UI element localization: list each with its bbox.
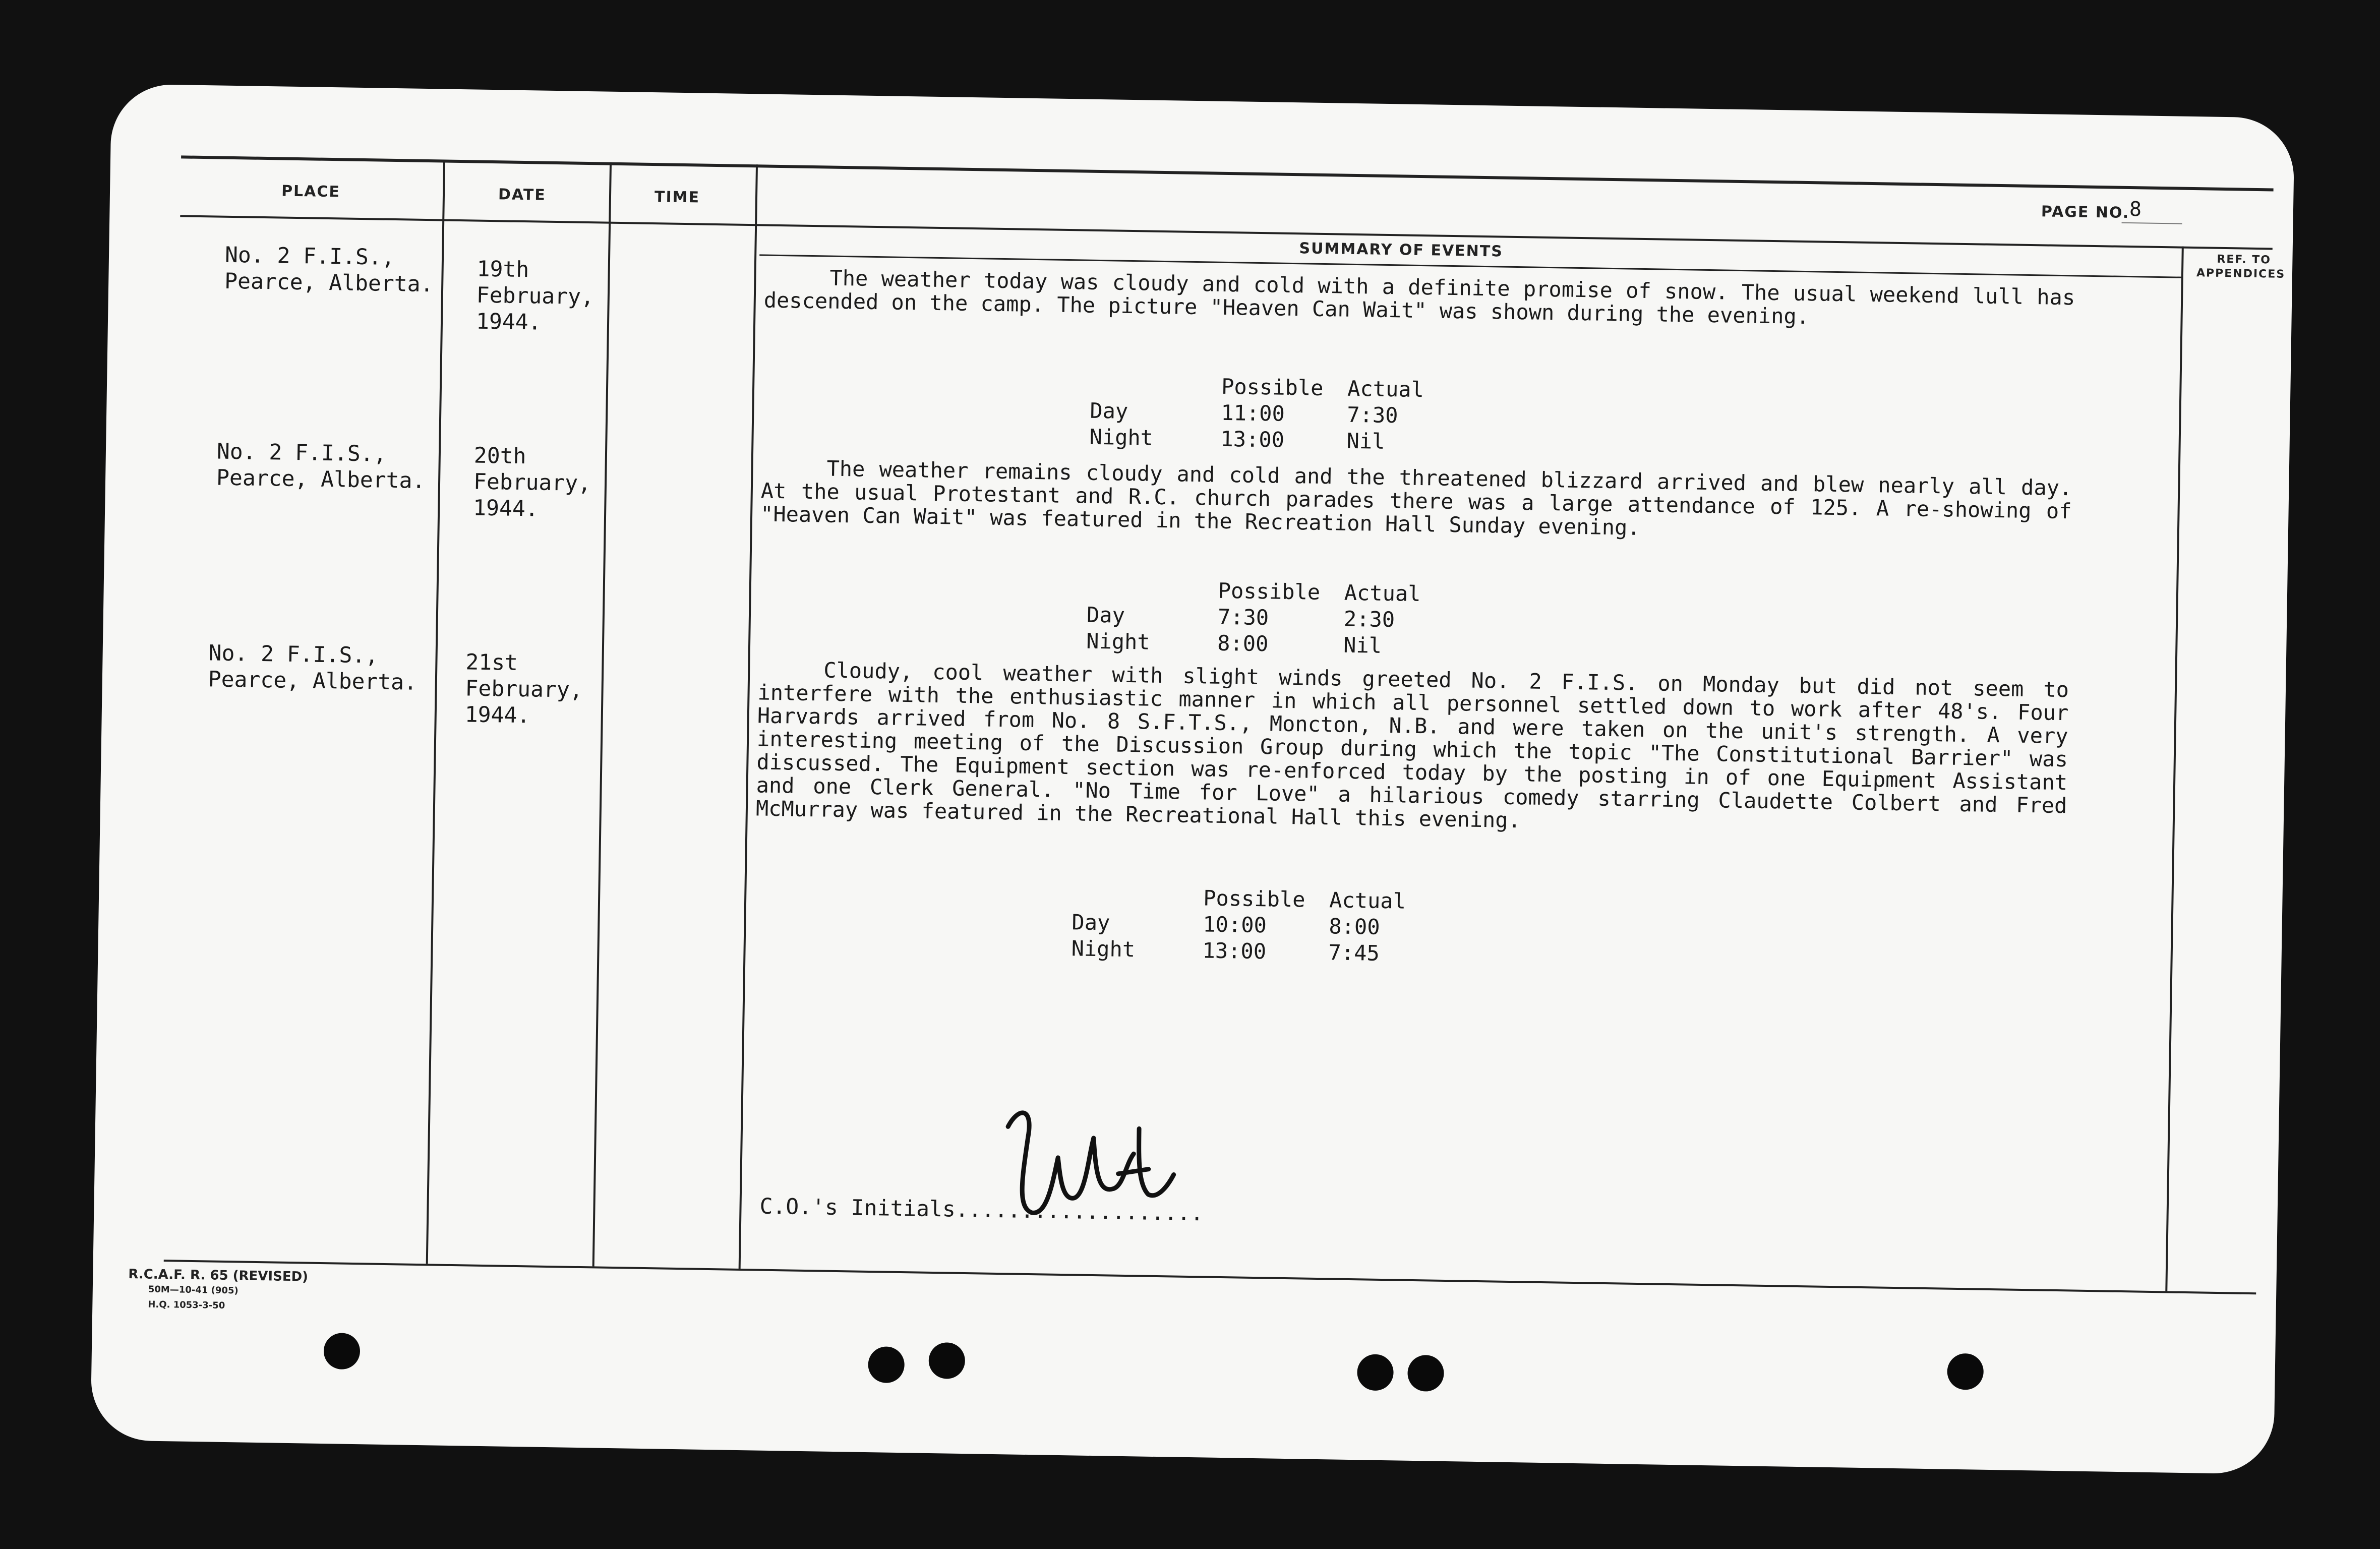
punch-hole-1 [323, 1333, 360, 1369]
entry-2-date-line2: February, [473, 469, 591, 497]
entry-3-row1-possible: 10:00 [1203, 912, 1267, 938]
entry-3-hours-table [1071, 883, 1475, 970]
time-header: TIME [654, 188, 700, 207]
entry-2-row2-possible: 8:00 [1217, 630, 1269, 657]
entry-3-summary: Cloudy, cool weather with slight winds greeted No. 2 F.I.S. on Monday but did not seem to interfere with the enthusiastic manner in which all personnel settled down to work after 48's. Four Harvards arrived from No. 8 S.F.T.S., Moncton, N.B. and were taken on the unit's strength. A very interesting meeting of the Discussion Group during which the topic "The Constitutional Barrier" was discussed. The Equipment section was re-enforced today by the posting in of one Equipment Assistant and one Clerk General. "No Time for Love" a hilarious comedy starring Claudette Colbert and Fred McMurray was featured in the Recreational Hall this evening. [755, 658, 2069, 833]
entry-1-row1-possible: 11:00 [1221, 400, 1285, 426]
entry-3-place-line1: No. 2 F.I.S., [208, 640, 379, 669]
entry-2-date-line1: 20th [473, 443, 526, 469]
co-signature [996, 1096, 1180, 1230]
punch-hole-3 [928, 1342, 965, 1379]
entry-1-row1-label: Day [1090, 398, 1128, 424]
entry-3-row2-label: Night [1071, 936, 1136, 962]
entry-1-place-line1: No. 2 F.I.S., [224, 242, 395, 271]
punch-hole-6 [1947, 1353, 1984, 1390]
ref-appendices-line1: REF. TO [2217, 253, 2272, 267]
entry-3-row2-actual: 7:45 [1328, 940, 1380, 966]
entry-3-date-line3: 1944. [464, 702, 530, 729]
entry-3-date-line1: 21st [465, 649, 518, 676]
entry-2-place-line1: No. 2 F.I.S., [216, 439, 387, 467]
page-no-label: PAGE NO. [2041, 203, 2130, 222]
footer-rule [164, 1260, 2256, 1294]
punch-hole-2 [868, 1346, 905, 1383]
top-rule [181, 155, 2274, 191]
entry-2-col-possible: Possible [1218, 578, 1321, 605]
entry-3-col-possible: Possible [1203, 885, 1305, 912]
entry-1-col-actual: Actual [1347, 376, 1424, 402]
entry-2-row1-label: Day [1086, 602, 1125, 628]
entry-1-row2-label: Night [1089, 424, 1154, 450]
diary-sheet [90, 84, 2295, 1474]
entry-2-summary: The weather remains cloudy and cold and the threatened blizzard arrived and blew nearly all day. At the usual Protestant and R.C. church parades there was a large attendance of 125. A re-showing of "Heaven Can Wait" was featured in the Recreation Hall Sunday evening. [760, 456, 2072, 540]
punch-hole-4 [1357, 1354, 1394, 1391]
entry-2-hours-table [1086, 576, 1491, 663]
entry-3-col-actual: Actual [1329, 887, 1406, 914]
entry-3-row1-actual: 8:00 [1329, 914, 1380, 939]
page-number: 8 [2129, 198, 2142, 221]
co-initials-line: C.O.'s Initials................... [759, 1194, 1204, 1226]
entry-3-date-line2: February, [465, 676, 583, 703]
form-identifier [128, 1267, 308, 1315]
punch-hole-5 [1407, 1355, 1444, 1392]
entry-1-place-line2: Pearce, Alberta. [224, 268, 434, 297]
entry-1-summary: The weather today was cloudy and cold with a definite promise of snow. The usual weekend lull has descended on the camp. The picture "Heaven Can Wait" was shown during the evening. [763, 265, 2075, 329]
entry-2-row2-label: Night [1086, 628, 1151, 654]
entry-2-col-actual: Actual [1344, 580, 1421, 607]
place-header: PLACE [281, 182, 341, 201]
summary-ref-divider [2165, 247, 2184, 1291]
form-line2: 50M—10-41 (905) [148, 1284, 239, 1296]
entry-3-row2-possible: 13:00 [1202, 938, 1267, 964]
entry-1-row1-actual: 7:30 [1347, 402, 1398, 428]
entry-1-date-line1: 19th [477, 256, 529, 283]
header-bottom-rule [180, 215, 2273, 250]
entry-3-place-line2: Pearce, Alberta. [208, 667, 418, 695]
entry-2-place-line2: Pearce, Alberta. [216, 465, 426, 494]
entry-1-date-line3: 1944. [475, 309, 542, 335]
page-number-dots [2122, 222, 2182, 224]
ref-appendices-line2: APPENDICES [2196, 267, 2286, 281]
date-time-divider [592, 162, 612, 1267]
summary-header: SUMMARY OF EVENTS [1299, 240, 1504, 261]
time-summary-divider [739, 164, 758, 1269]
entry-2-row2-actual: Nil [1343, 632, 1382, 658]
form-line1: R.C.A.F. R. 65 (REVISED) [128, 1266, 309, 1285]
date-header: DATE [498, 186, 547, 204]
place-date-divider [426, 160, 445, 1264]
entry-1-hours-table [1089, 372, 1494, 459]
entry-2-row1-possible: 7:30 [1217, 604, 1269, 630]
entry-1-col-possible: Possible [1221, 374, 1324, 400]
entry-3-row1-label: Day [1072, 910, 1110, 935]
form-line3: H.Q. 1053-3-50 [148, 1299, 225, 1311]
entry-1-row2-possible: 13:00 [1220, 426, 1285, 452]
entry-2-date-line3: 1944. [472, 495, 539, 522]
entry-2-row1-actual: 2:30 [1343, 606, 1395, 632]
entry-1-row2-actual: Nil [1346, 428, 1385, 454]
entry-1-date-line2: February, [476, 282, 594, 310]
